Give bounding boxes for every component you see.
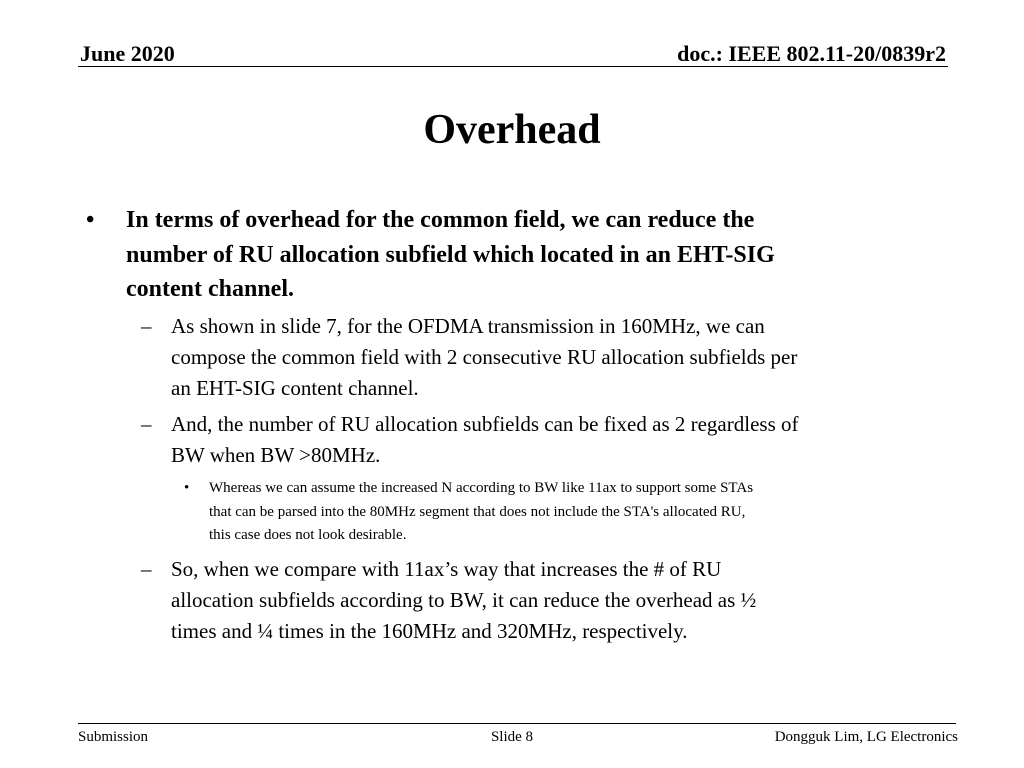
- dash-marker: –: [141, 557, 152, 581]
- sub-point-text: [171, 554, 756, 647]
- bullet-marker: •: [86, 207, 95, 233]
- main-bullet-line: content channel.: [126, 276, 294, 302]
- sub-point-line: compose the common field with 2 consecutive RU allocation subfields per: [171, 345, 798, 369]
- footer-divider: [78, 723, 956, 724]
- sub-sub-point-line: this case does not look desirable.: [209, 527, 407, 543]
- sub-point-text: [171, 311, 797, 404]
- sub-point-line: So, when we compare with 11ax’s way that increases the # of RU: [171, 557, 722, 581]
- footer-submission: Submission: [78, 729, 149, 745]
- main-bullet-line: number of RU allocation subfield which located in an EHT-SIG: [126, 241, 775, 268]
- sub-point-text: [171, 409, 799, 471]
- sub-point-line: an EHT-SIG content channel.: [171, 376, 419, 400]
- main-bullet-line: In terms of overhead for the common field, we can reduce the: [126, 207, 755, 233]
- slide-title: Overhead: [423, 107, 601, 153]
- sub-point-line: allocation subfields according to BW, it can reduce the overhead as ½: [171, 588, 757, 612]
- header-divider: [78, 66, 948, 67]
- sub-point-line: BW when BW >80MHz.: [171, 443, 381, 467]
- sub-sub-point-line: that can be parsed into the 80MHz segment that does not include the STA's allocated RU,: [209, 503, 746, 520]
- header-doc-id: doc.: IEEE 802.11-20/0839r2: [677, 41, 946, 66]
- main-bullet-text: [126, 203, 775, 307]
- sub-point-line: And, the number of RU allocation subfields can be fixed as 2 regardless of: [171, 412, 799, 436]
- sub-sub-point-text: [209, 477, 753, 548]
- sub-sub-point-line: Whereas we can assume the increased N according to BW like 11ax to support some STAs: [209, 480, 754, 496]
- dash-marker: –: [141, 412, 152, 436]
- sub-point-line: times and ¼ times in the 160MHz and 320MHz, respectively.: [171, 619, 688, 643]
- footer-author: Dongguk Lim, LG Electronics: [774, 729, 958, 745]
- sub-point-line: As shown in slide 7, for the OFDMA transmission in 160MHz, we can: [171, 314, 765, 338]
- footer-slide-number: Slide 8: [490, 729, 534, 745]
- dash-marker: –: [141, 314, 152, 338]
- sub-bullet-marker: •: [184, 480, 190, 496]
- header-date: June 2020: [80, 41, 175, 66]
